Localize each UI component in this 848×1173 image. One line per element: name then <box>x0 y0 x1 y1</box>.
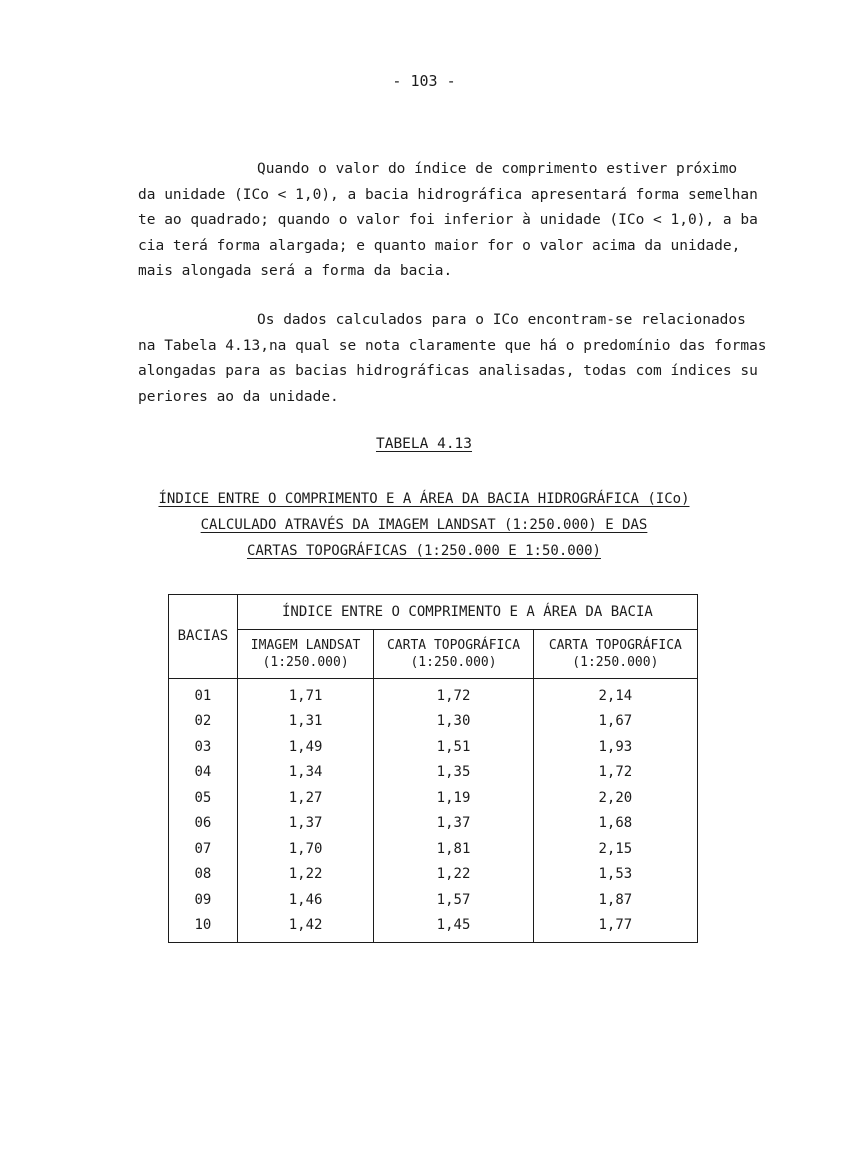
value-cell: 1,27 <box>237 785 374 811</box>
bacia-cell: 08 <box>169 862 238 888</box>
paragraph-line: te ao quadrado; quando o valor foi inferior à unidade (ICo < 1,0), a ba <box>138 212 758 228</box>
value-cell: 1,42 <box>237 913 374 943</box>
paragraph-line: periores ao da unidade. <box>138 388 339 405</box>
table-title <box>0 486 848 564</box>
column-header: IMAGEM LANDSAT (1:250.000) <box>237 630 374 679</box>
table-label <box>0 436 848 452</box>
bacia-cell: 04 <box>169 760 238 786</box>
value-cell: 1,68 <box>533 811 697 837</box>
table-row <box>169 811 698 837</box>
value-cell: 1,46 <box>237 887 374 913</box>
bacia-cell: 09 <box>169 887 238 913</box>
table-row <box>169 760 698 786</box>
value-cell: 1,22 <box>237 862 374 888</box>
paragraph-line: na Tabela 4.13,na qual se nota claramente que há o predomínio das formas <box>138 337 767 354</box>
value-cell: 2,20 <box>533 785 697 811</box>
table-label-text: TABELA 4.13 <box>375 436 473 452</box>
page-number: - 103 - <box>392 72 456 90</box>
value-cell: 1,51 <box>374 734 533 760</box>
value-cell: 1,57 <box>374 887 533 913</box>
value-cell: 1,30 <box>374 709 533 735</box>
value-cell: 2,15 <box>533 836 697 862</box>
value-cell: 2,14 <box>533 679 697 709</box>
table-row <box>169 785 698 811</box>
column-header: CARTA TOPOGRÁFICA (1:250.000) <box>533 630 697 679</box>
data-table <box>168 594 698 943</box>
table-title-line: ÍNDICE ENTRE O COMPRIMENTO E A ÁREA DA BACIA HIDROGRÁFICA (ICo) <box>158 491 690 507</box>
table-row <box>169 836 698 862</box>
value-cell: 1,31 <box>237 709 374 735</box>
bacias-header: BACIAS <box>169 595 238 679</box>
value-cell: 1,37 <box>237 811 374 837</box>
paragraph-line: mais alongada será a forma da bacia. <box>138 263 453 279</box>
table-row <box>169 709 698 735</box>
value-cell: 1,93 <box>533 734 697 760</box>
table-title-line: CARTAS TOPOGRÁFICAS (1:250.000 E 1:50.000) <box>246 543 601 559</box>
value-cell: 1,77 <box>533 913 697 943</box>
paragraph-line: cia terá forma alargada; e quanto maior for o valor acima da unidade, <box>138 237 741 254</box>
group-header: ÍNDICE ENTRE O COMPRIMENTO E A ÁREA DA BACIA <box>237 595 697 630</box>
paragraph-1 <box>138 157 758 285</box>
bacia-cell: 01 <box>169 679 238 709</box>
value-cell: 1,37 <box>374 811 533 837</box>
table-title-line: CALCULADO ATRAVÉS DA IMAGEM LANDSAT (1:250.000) E DAS <box>200 517 648 533</box>
value-cell: 1,72 <box>374 679 533 709</box>
column-header: CARTA TOPOGRÁFICA (1:250.000) <box>374 630 533 679</box>
value-cell: 1,72 <box>533 760 697 786</box>
value-cell: 1,71 <box>237 679 374 709</box>
value-cell: 1,67 <box>533 709 697 735</box>
bacia-cell: 10 <box>169 913 238 943</box>
value-cell: 1,22 <box>374 862 533 888</box>
paragraph-2 <box>138 308 767 410</box>
value-cell: 1,87 <box>533 887 697 913</box>
value-cell: 1,45 <box>374 913 533 943</box>
paragraph-line: Os dados calculados para o ICo encontram-se relacionados <box>257 312 746 328</box>
table-row <box>169 862 698 888</box>
value-cell: 1,53 <box>533 862 697 888</box>
value-cell: 1,49 <box>237 734 374 760</box>
bacia-cell: 02 <box>169 709 238 735</box>
bacia-cell: 07 <box>169 836 238 862</box>
value-cell: 1,70 <box>237 836 374 862</box>
value-cell: 1,35 <box>374 760 533 786</box>
value-cell: 1,19 <box>374 785 533 811</box>
bacia-cell: 05 <box>169 785 238 811</box>
value-cell: 1,81 <box>374 836 533 862</box>
bacia-cell: 06 <box>169 811 238 837</box>
table-row <box>169 734 698 760</box>
paragraph-line: Quando o valor do índice de comprimento estiver próximo <box>257 161 738 177</box>
table-row <box>169 679 698 709</box>
table-row <box>169 887 698 913</box>
bacia-cell: 03 <box>169 734 238 760</box>
paragraph-line: da unidade (ICo < 1,0), a bacia hidrográfica apresentará forma semelhan <box>138 186 758 203</box>
table-row <box>169 913 698 943</box>
value-cell: 1,34 <box>237 760 374 786</box>
paragraph-line: alongadas para as bacias hidrográficas analisadas, todas com índices su <box>138 363 758 379</box>
